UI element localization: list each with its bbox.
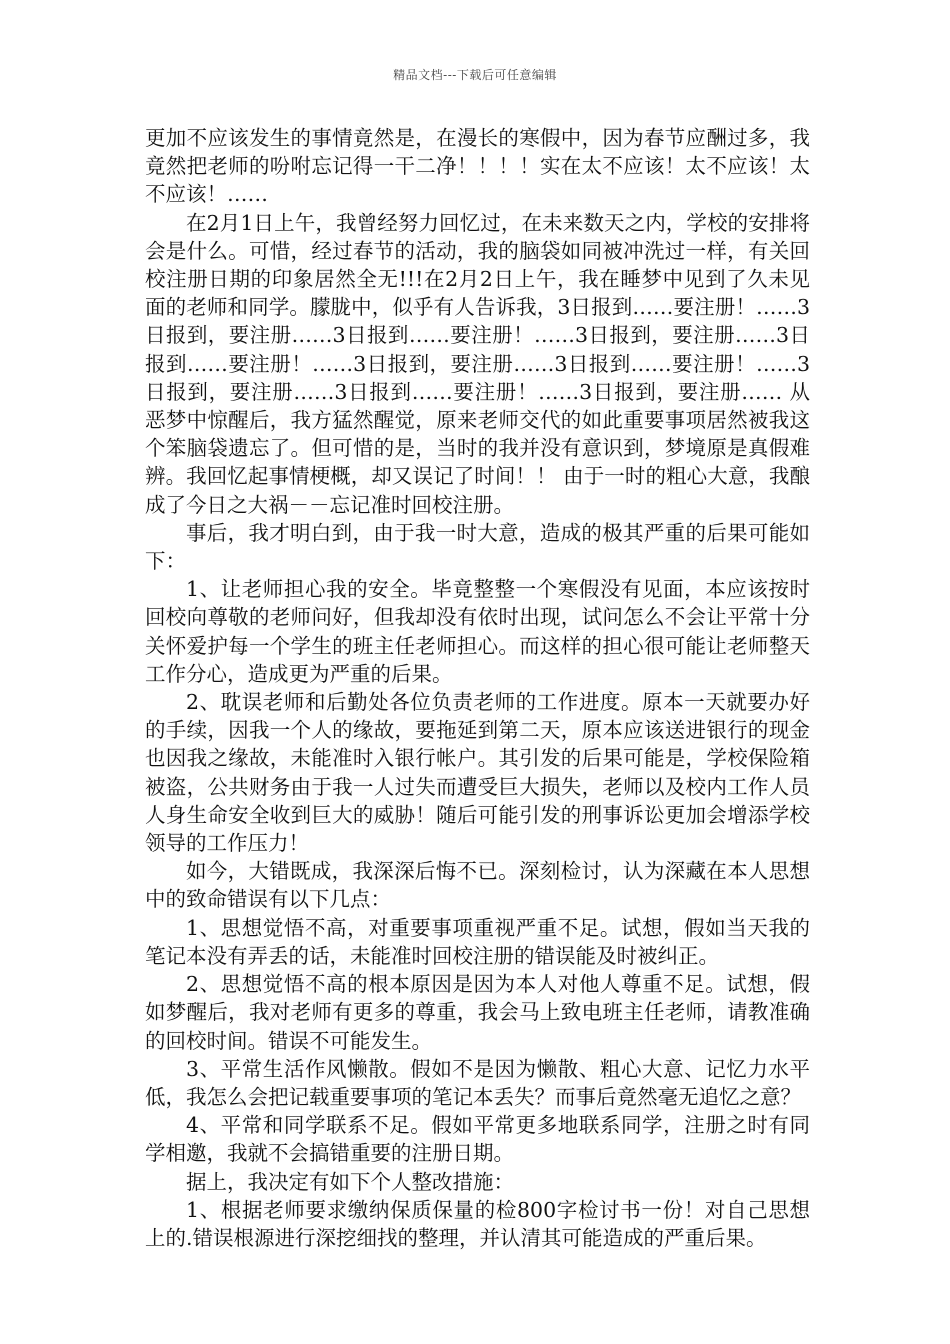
paragraph-consequence-1: 1、让老师担心我的安全。毕竟整整一个寒假没有见面，本应该按时回校向尊敬的老师问好，但我却没有依时出现，试问怎么不会让平常十分关怀爱护每一个学生的班主任老师担心。而这样的担心很可能让老师整天工作分心，造成更为严重的后果。 <box>145 577 810 686</box>
paragraph-error-3: 3、平常生活作风懒散。假如不是因为懒散、粗心大意、记忆力水平低，我怎么会把记载重要事项的笔记本丢失？而事后竟然毫无追忆之意？ <box>145 1056 810 1109</box>
paragraph-consequence-2: 2、耽误老师和后勤处各位负责老师的工作进度。原本一天就要办好的手续，因我一个人的缘故，要拖延到第二天，原本应该送进银行的现金也因我之缘故，未能准时入银行帐户。其引发的后果可能是，学校保险箱被盗，公共财务由于我一人过失而遭受巨大损失，老师以及校内工作人员人身生命安全收到巨大的威胁！随后可能引发的刑事诉讼更加会增添学校领导的工作压力！ <box>145 690 810 856</box>
paragraph-reflection-intro: 如今，大错既成，我深深后悔不已。深刻检讨，认为深藏在本人思想中的致命错误有以下几点： <box>145 859 810 912</box>
paragraph-measures-intro: 据上，我决定有如下个人整改措施： <box>186 1169 514 1194</box>
page-header: 精品文档---下载后可任意编辑 <box>393 68 557 82</box>
paragraph-error-2: 2、思想觉悟不高的根本原因是因为本人对他人尊重不足。试想，假如梦醒后，我对老师有更多的尊重，我会马上致电班主任老师，请教准确的回校时间。错误不可能发生。 <box>145 972 810 1053</box>
paragraph-opening: 更加不应该发生的事情竟然是，在漫长的寒假中，因为春节应酬过多，我竟然把老师的吩咐忘记得一干二净！！！！实在太不应该！太不应该！太不应该！…… <box>145 126 810 207</box>
document-body <box>145 124 810 1252</box>
paragraph-consequences-intro: 事后，我才明白到，由于我一时大意，造成的极其严重的后果可能如下： <box>145 520 810 574</box>
paragraph-error-1: 1、思想觉悟不高，对重要事项重视严重不足。试想，假如当天我的笔记本没有弄丢的话，未能准时回校注册的错误能及时被纠正。 <box>145 915 810 968</box>
paragraph-recollection: 在2月1日上午，我曾经努力回忆过，在未来数天之内，学校的安排将会是什么。可惜，经过春节的活动，我的脑袋如同被冲洗过一样，有关回校注册日期的印象居然全无!!!在2月2日上午，我在睡梦中见到了久未见面的老师和同学。朦胧中，似乎有人告诉我，3日报到……要注册！……3日报到，要注册……3日报到……要注册！……3日报到，要注册……3日报到……要注册！……3日报到，要注册……3日报到……要注册！……3日报到，要注册……3日报到……要注册！……3日报到，要注册…… 从恶梦中惊醒后，我方猛然醒觉，原来老师交代的如此重要事项居然被我这个笨脑袋遗忘了。但可惜的是，当时的我并没有意识到，梦境原是真假难辨。我回忆起事情梗概，却又误记了时间！！ 由于一时的粗心大意，我酿成了今日之大祸－－忘记准时回校注册。 <box>145 210 810 517</box>
paragraph-error-4: 4、平常和同学联系不足。假如平常更多地联系同学，注册之时有同学相邀，我就不会搞错重要的注册日期。 <box>145 1113 810 1166</box>
paragraph-measure-1: 1、根据老师要求缴纳保质保量的检800字检讨书一份！对自己思想上的.错误根源进行深挖细找的整理，并认清其可能造成的严重后果。 <box>145 1197 810 1250</box>
